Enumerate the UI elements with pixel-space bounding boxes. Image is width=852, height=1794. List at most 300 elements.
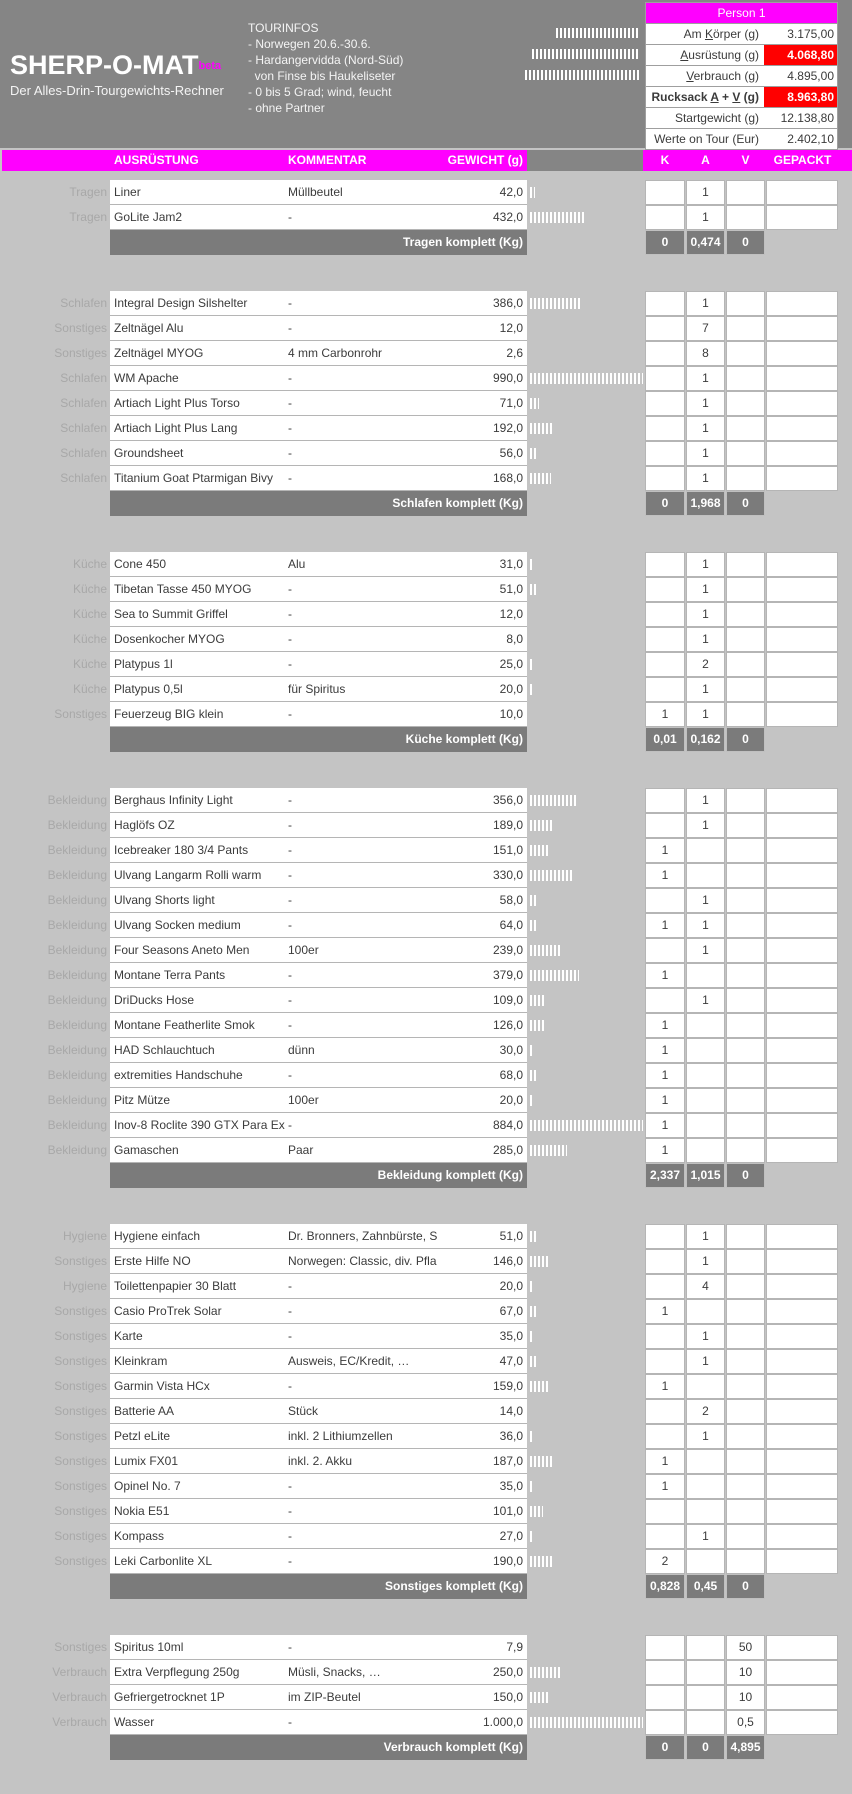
cell-v[interactable]: [726, 1474, 765, 1499]
cell-gepackt[interactable]: [766, 291, 838, 316]
row-main-cell[interactable]: [110, 291, 527, 316]
row-main-cell[interactable]: [110, 963, 527, 988]
tourinfos-line: - 0 bis 5 Grad; wind, feucht: [248, 85, 392, 99]
cell-a[interactable]: 8: [686, 341, 725, 366]
cell-a[interactable]: 1: [686, 602, 725, 627]
row-main-cell[interactable]: [110, 1038, 527, 1063]
row-main-cell[interactable]: [110, 1324, 527, 1349]
cell-v[interactable]: 50: [726, 1635, 765, 1660]
cell-gepackt[interactable]: [766, 1038, 838, 1063]
row-main-cell[interactable]: [110, 1549, 527, 1574]
row-item-name: Icebreaker 180 3/4 Pants: [114, 843, 249, 857]
cell-gepackt[interactable]: [766, 1224, 838, 1249]
cell-v[interactable]: [726, 341, 765, 366]
row-main-cell[interactable]: [110, 180, 527, 205]
cell-gepackt[interactable]: [766, 1399, 838, 1424]
cell-k[interactable]: 1: [645, 838, 685, 863]
cell-v[interactable]: [726, 702, 765, 727]
cell-v[interactable]: [726, 788, 765, 813]
cell-gepackt[interactable]: [766, 913, 838, 938]
cell-gepackt[interactable]: [766, 1635, 838, 1660]
row-main-cell[interactable]: [110, 1524, 527, 1549]
cell-v[interactable]: [726, 291, 765, 316]
row-item-name: Spiritus 10ml: [114, 1640, 184, 1654]
cell-k[interactable]: [645, 1249, 685, 1274]
cell-a[interactable]: 1: [686, 366, 725, 391]
cell-gepackt[interactable]: [766, 316, 838, 341]
cell-v[interactable]: [726, 1349, 765, 1374]
cell-a[interactable]: 1: [686, 888, 725, 913]
row-main-cell[interactable]: [110, 1685, 527, 1710]
row-main-cell[interactable]: [110, 1299, 527, 1324]
cell-v[interactable]: [726, 1449, 765, 1474]
section-total-label: Küche komplett (Kg): [405, 732, 523, 746]
cell-k[interactable]: [645, 341, 685, 366]
row-main-cell[interactable]: [110, 888, 527, 913]
cell-k[interactable]: 1: [645, 1374, 685, 1399]
cell-v[interactable]: [726, 652, 765, 677]
cell-k[interactable]: [645, 813, 685, 838]
cell-gepackt[interactable]: [766, 888, 838, 913]
row-weight: 58,0: [499, 893, 523, 907]
cell-v[interactable]: [726, 1063, 765, 1088]
row-comment: 100er: [288, 943, 319, 957]
cell-gepackt[interactable]: [766, 441, 838, 466]
cell-gepackt[interactable]: [766, 652, 838, 677]
cell-v[interactable]: [726, 1013, 765, 1038]
row-main-cell[interactable]: [110, 416, 527, 441]
row-category-label: Schlafen: [60, 396, 107, 410]
cell-k[interactable]: [645, 1524, 685, 1549]
cell-v[interactable]: [726, 677, 765, 702]
cell-a[interactable]: [686, 1449, 725, 1474]
cell-gepackt[interactable]: [766, 577, 838, 602]
row-main-cell[interactable]: [110, 913, 527, 938]
cell-k[interactable]: [645, 677, 685, 702]
row-main-cell[interactable]: [110, 1399, 527, 1424]
cell-gepackt[interactable]: [766, 627, 838, 652]
row-weight: 64,0: [499, 918, 523, 932]
row-main-cell[interactable]: [110, 1088, 527, 1113]
cell-v[interactable]: [726, 416, 765, 441]
cell-gepackt[interactable]: [766, 1349, 838, 1374]
row-main-cell[interactable]: [110, 1499, 527, 1524]
cell-gepackt[interactable]: [766, 366, 838, 391]
cell-gepackt[interactable]: [766, 1685, 838, 1710]
cell-v[interactable]: 10: [726, 1660, 765, 1685]
cell-v[interactable]: [726, 1113, 765, 1138]
row-item-name: Leki Carbonlite XL: [114, 1554, 213, 1568]
cell-gepackt[interactable]: [766, 677, 838, 702]
cell-k[interactable]: 1: [645, 1038, 685, 1063]
cell-k[interactable]: [645, 1399, 685, 1424]
cell-v[interactable]: [726, 552, 765, 577]
row-main-cell[interactable]: [110, 1660, 527, 1685]
cell-gepackt[interactable]: [766, 1324, 838, 1349]
cell-a[interactable]: 1: [686, 1324, 725, 1349]
cell-a[interactable]: 1: [686, 1349, 725, 1374]
row-main-cell[interactable]: [110, 1710, 527, 1735]
row-main-cell[interactable]: [110, 1635, 527, 1660]
cell-k[interactable]: [645, 1660, 685, 1685]
cell-a[interactable]: 1: [686, 180, 725, 205]
cell-a[interactable]: [686, 1499, 725, 1524]
row-main-cell[interactable]: [110, 1013, 527, 1038]
cell-v[interactable]: [726, 1524, 765, 1549]
cell-k[interactable]: [645, 316, 685, 341]
cell-k[interactable]: 1: [645, 1299, 685, 1324]
cell-a[interactable]: 1: [686, 677, 725, 702]
table-row: [0, 1249, 852, 1274]
cell-v[interactable]: [726, 1324, 765, 1349]
cell-gepackt[interactable]: [766, 205, 838, 230]
section-total-label: Schlafen komplett (Kg): [392, 496, 523, 510]
cell-a[interactable]: 1: [686, 291, 725, 316]
row-main-cell[interactable]: [110, 702, 527, 727]
cell-k[interactable]: 1: [645, 1138, 685, 1163]
row-main-cell[interactable]: [110, 652, 527, 677]
cell-a[interactable]: [686, 1063, 725, 1088]
row-comment: -: [288, 1018, 292, 1032]
cell-a[interactable]: 1: [686, 988, 725, 1013]
cell-a[interactable]: 1: [686, 1249, 725, 1274]
cell-gepackt[interactable]: [766, 1474, 838, 1499]
cell-k[interactable]: [645, 466, 685, 491]
cell-v[interactable]: [726, 1138, 765, 1163]
cell-gepackt[interactable]: [766, 1710, 838, 1735]
cell-k[interactable]: 2: [645, 1549, 685, 1574]
cell-gepackt[interactable]: [766, 1249, 838, 1274]
cell-gepackt[interactable]: [766, 702, 838, 727]
cell-a[interactable]: [686, 1113, 725, 1138]
col-header-a: A: [701, 153, 710, 167]
cell-v[interactable]: [726, 627, 765, 652]
cell-v[interactable]: [726, 441, 765, 466]
section-total-band: [110, 1574, 527, 1599]
cell-gepackt[interactable]: [766, 838, 838, 863]
cell-a[interactable]: [686, 1660, 725, 1685]
cell-v[interactable]: [726, 205, 765, 230]
cell-a[interactable]: 1: [686, 788, 725, 813]
row-main-cell[interactable]: [110, 627, 527, 652]
cell-k[interactable]: [645, 1349, 685, 1374]
cell-a[interactable]: 1: [686, 1224, 725, 1249]
cell-gepackt[interactable]: [766, 1549, 838, 1574]
cell-v[interactable]: [726, 1088, 765, 1113]
cell-gepackt[interactable]: [766, 602, 838, 627]
cell-gepackt[interactable]: [766, 1113, 838, 1138]
cell-gepackt[interactable]: [766, 813, 838, 838]
cell-k[interactable]: [645, 1710, 685, 1735]
cell-gepackt[interactable]: [766, 1063, 838, 1088]
cell-gepackt[interactable]: [766, 938, 838, 963]
row-category-label: Verbrauch: [52, 1715, 107, 1729]
row-main-cell[interactable]: [110, 391, 527, 416]
row-main-cell[interactable]: [110, 1424, 527, 1449]
cell-gepackt[interactable]: [766, 1499, 838, 1524]
row-main-cell[interactable]: [110, 838, 527, 863]
cell-k[interactable]: [645, 1424, 685, 1449]
row-weight: 31,0: [499, 557, 523, 571]
cell-k[interactable]: [645, 1635, 685, 1660]
cell-gepackt[interactable]: [766, 1013, 838, 1038]
cell-a[interactable]: 4: [686, 1274, 725, 1299]
row-main-cell[interactable]: [110, 1474, 527, 1499]
cell-a[interactable]: 1: [686, 1524, 725, 1549]
cell-a[interactable]: 1: [686, 813, 725, 838]
cell-v[interactable]: [726, 1549, 765, 1574]
cell-k[interactable]: [645, 1274, 685, 1299]
row-comment: Paar: [288, 1143, 314, 1157]
cell-v[interactable]: [726, 813, 765, 838]
cell-k[interactable]: [645, 391, 685, 416]
cell-gepackt[interactable]: [766, 963, 838, 988]
cell-gepackt[interactable]: [766, 1424, 838, 1449]
total-cell-v: 0: [726, 1163, 765, 1188]
cell-k[interactable]: 1: [645, 1088, 685, 1113]
cell-k[interactable]: [645, 652, 685, 677]
row-comment: -: [288, 843, 292, 857]
person-panel-row: [646, 65, 837, 86]
cell-v[interactable]: [726, 1299, 765, 1324]
cell-v[interactable]: [726, 602, 765, 627]
row-weight-bar: [530, 1717, 643, 1728]
table-row: [0, 552, 852, 577]
cell-a[interactable]: 1: [686, 466, 725, 491]
cell-gepackt[interactable]: [766, 988, 838, 1013]
cell-k[interactable]: 1: [645, 863, 685, 888]
row-main-cell[interactable]: [110, 1138, 527, 1163]
cell-k[interactable]: 1: [645, 1474, 685, 1499]
cell-a[interactable]: 1: [686, 1424, 725, 1449]
cell-v[interactable]: 10: [726, 1685, 765, 1710]
cell-k[interactable]: [645, 366, 685, 391]
row-category-label: Bekleidung: [47, 1118, 107, 1132]
cell-v[interactable]: [726, 863, 765, 888]
cell-k[interactable]: 1: [645, 1013, 685, 1038]
row-category-label: Küche: [72, 682, 107, 696]
cell-v[interactable]: [726, 1499, 765, 1524]
cell-gepackt[interactable]: [766, 391, 838, 416]
cell-gepackt[interactable]: [766, 1524, 838, 1549]
cell-a[interactable]: [686, 1038, 725, 1063]
cell-v[interactable]: [726, 466, 765, 491]
row-main-cell[interactable]: [110, 988, 527, 1013]
row-category-label: Sonstiges: [54, 346, 107, 360]
cell-k[interactable]: [645, 291, 685, 316]
cell-a[interactable]: 1: [686, 205, 725, 230]
cell-v[interactable]: [726, 988, 765, 1013]
cell-v[interactable]: [726, 963, 765, 988]
cell-k[interactable]: [645, 441, 685, 466]
row-main-cell[interactable]: [110, 1249, 527, 1274]
row-main-cell[interactable]: [110, 1113, 527, 1138]
cell-a[interactable]: [686, 1474, 725, 1499]
row-category-label: Sonstiges: [54, 1640, 107, 1654]
cell-k[interactable]: [645, 205, 685, 230]
gear-section: [0, 1224, 852, 1599]
cell-k[interactable]: [645, 888, 685, 913]
row-comment: -: [288, 818, 292, 832]
cell-a[interactable]: [686, 863, 725, 888]
cell-a[interactable]: 1: [686, 913, 725, 938]
row-main-cell[interactable]: [110, 938, 527, 963]
cell-gepackt[interactable]: [766, 466, 838, 491]
row-main-cell[interactable]: [110, 863, 527, 888]
cell-k[interactable]: [645, 577, 685, 602]
cell-k[interactable]: [645, 1324, 685, 1349]
cell-k[interactable]: 1: [645, 702, 685, 727]
cell-a[interactable]: [686, 1710, 725, 1735]
table-row: [0, 963, 852, 988]
cell-a[interactable]: 2: [686, 1399, 725, 1424]
cell-a[interactable]: [686, 1374, 725, 1399]
cell-gepackt[interactable]: [766, 1449, 838, 1474]
row-main-cell[interactable]: [110, 1449, 527, 1474]
cell-a[interactable]: [686, 963, 725, 988]
cell-k[interactable]: 1: [645, 1063, 685, 1088]
gear-section: [0, 788, 852, 1188]
cell-a[interactable]: 1: [686, 441, 725, 466]
cell-v[interactable]: [726, 1399, 765, 1424]
cell-gepackt[interactable]: [766, 416, 838, 441]
cell-a[interactable]: 7: [686, 316, 725, 341]
row-main-cell[interactable]: [110, 677, 527, 702]
cell-k[interactable]: [645, 788, 685, 813]
row-category-label: Bekleidung: [47, 843, 107, 857]
row-weight: 2,6: [506, 346, 523, 360]
cell-k[interactable]: [645, 938, 685, 963]
row-main-cell[interactable]: [110, 341, 527, 366]
row-main-cell[interactable]: [110, 1374, 527, 1399]
cell-a[interactable]: 1: [686, 627, 725, 652]
table-row: [0, 838, 852, 863]
cell-a[interactable]: 2: [686, 652, 725, 677]
cell-a[interactable]: [686, 1635, 725, 1660]
cell-a[interactable]: [686, 1088, 725, 1113]
col-header-k: K: [660, 153, 670, 167]
row-main-cell[interactable]: [110, 466, 527, 491]
row-main-cell[interactable]: [110, 552, 527, 577]
row-main-cell[interactable]: [110, 1224, 527, 1249]
cell-k[interactable]: [645, 1685, 685, 1710]
cell-a[interactable]: [686, 1299, 725, 1324]
row-main-cell[interactable]: [110, 788, 527, 813]
row-main-cell[interactable]: [110, 1063, 527, 1088]
cell-v[interactable]: [726, 577, 765, 602]
cell-k[interactable]: [645, 988, 685, 1013]
cell-gepackt[interactable]: [766, 1299, 838, 1324]
cell-k[interactable]: [645, 180, 685, 205]
cell-v[interactable]: [726, 366, 765, 391]
cell-v[interactable]: [726, 838, 765, 863]
row-comment: -: [288, 793, 292, 807]
cell-gepackt[interactable]: [766, 1274, 838, 1299]
row-main-cell[interactable]: [110, 441, 527, 466]
cell-v[interactable]: [726, 938, 765, 963]
cell-gepackt[interactable]: [766, 180, 838, 205]
cell-gepackt[interactable]: [766, 1088, 838, 1113]
cell-gepackt[interactable]: [766, 788, 838, 813]
total-cell-a: 0,45: [686, 1574, 725, 1599]
cell-v[interactable]: [726, 180, 765, 205]
row-main-cell[interactable]: [110, 366, 527, 391]
row-item-name: Zeltnägel MYOG: [114, 346, 204, 360]
cell-a[interactable]: 1: [686, 577, 725, 602]
cell-k[interactable]: 1: [645, 1449, 685, 1474]
cell-k[interactable]: [645, 1499, 685, 1524]
cell-k[interactable]: [645, 627, 685, 652]
cell-a[interactable]: 1: [686, 552, 725, 577]
row-weight: 14,0: [499, 1404, 523, 1418]
row-weight-bar: [530, 1506, 543, 1517]
summary-weight-bar: [525, 70, 640, 80]
row-weight-bar: [530, 298, 580, 309]
cell-v[interactable]: [726, 1424, 765, 1449]
cell-v[interactable]: [726, 1224, 765, 1249]
section-total-row: [0, 491, 852, 516]
cell-v[interactable]: [726, 316, 765, 341]
cell-a[interactable]: 1: [686, 938, 725, 963]
cell-a[interactable]: 1: [686, 416, 725, 441]
cell-k[interactable]: [645, 602, 685, 627]
cell-k[interactable]: [645, 416, 685, 441]
cell-gepackt[interactable]: [766, 1374, 838, 1399]
cell-v[interactable]: [726, 391, 765, 416]
row-main-cell[interactable]: [110, 602, 527, 627]
row-weight-bar: [530, 1231, 536, 1242]
row-main-cell[interactable]: [110, 316, 527, 341]
table-row: [0, 1224, 852, 1249]
cell-gepackt[interactable]: [766, 1660, 838, 1685]
cell-a[interactable]: [686, 838, 725, 863]
cell-a[interactable]: 1: [686, 391, 725, 416]
person-row-label: Werte on Tour (Eur): [654, 132, 759, 146]
cell-v[interactable]: [726, 913, 765, 938]
cell-k[interactable]: [645, 1224, 685, 1249]
row-main-cell[interactable]: [110, 813, 527, 838]
cell-a[interactable]: [686, 1549, 725, 1574]
row-main-cell[interactable]: [110, 205, 527, 230]
cell-k[interactable]: 1: [645, 963, 685, 988]
cell-v[interactable]: [726, 1374, 765, 1399]
cell-k[interactable]: 1: [645, 913, 685, 938]
cell-v[interactable]: [726, 1038, 765, 1063]
row-main-cell[interactable]: [110, 577, 527, 602]
cell-a[interactable]: [686, 1685, 725, 1710]
cell-gepackt[interactable]: [766, 1138, 838, 1163]
cell-k[interactable]: 1: [645, 1113, 685, 1138]
cell-gepackt[interactable]: [766, 341, 838, 366]
row-comment: Norwegen: Classic, div. Pfla: [288, 1254, 437, 1268]
cell-gepackt[interactable]: [766, 863, 838, 888]
row-main-cell[interactable]: [110, 1349, 527, 1374]
cell-a[interactable]: [686, 1138, 725, 1163]
cell-v[interactable]: [726, 888, 765, 913]
table-row: [0, 913, 852, 938]
cell-gepackt[interactable]: [766, 552, 838, 577]
row-weight: 250,0: [492, 1665, 523, 1679]
cell-v[interactable]: [726, 1274, 765, 1299]
row-main-cell[interactable]: [110, 1274, 527, 1299]
row-comment: -: [288, 893, 292, 907]
row-weight-bar: [530, 1095, 532, 1106]
cell-v[interactable]: [726, 1249, 765, 1274]
cell-k[interactable]: [645, 552, 685, 577]
cell-v[interactable]: 0,5: [726, 1710, 765, 1735]
cell-a[interactable]: [686, 1013, 725, 1038]
cell-a[interactable]: 1: [686, 702, 725, 727]
